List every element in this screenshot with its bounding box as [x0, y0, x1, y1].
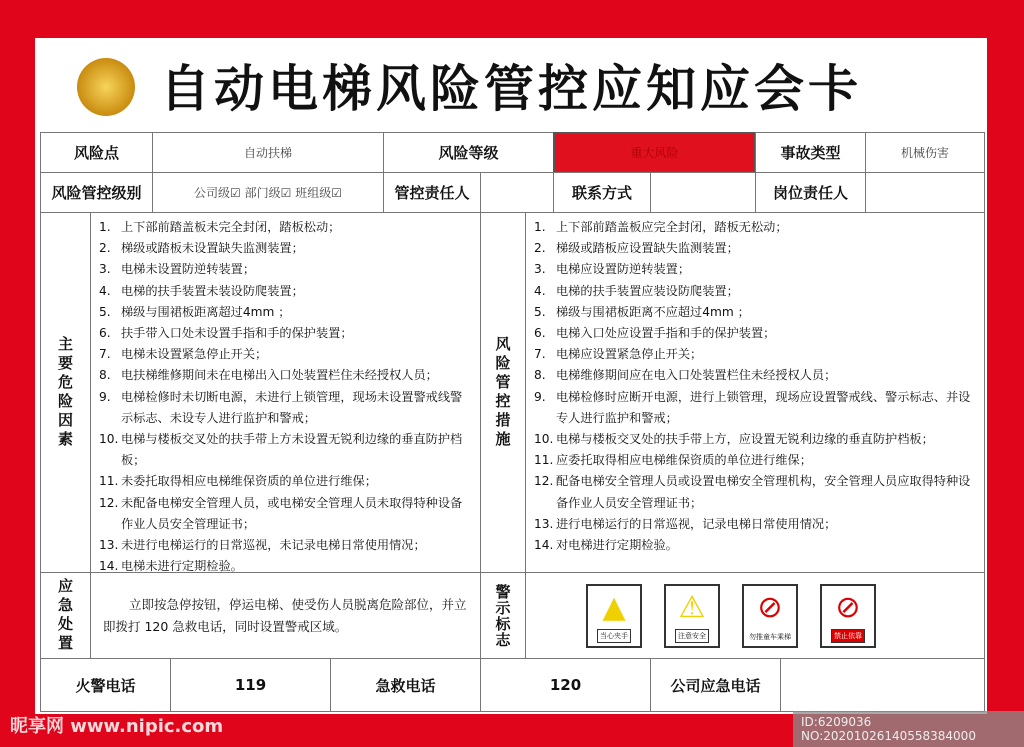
item-text: 扶手带入口处未设置手指和手的保护装置；	[121, 326, 353, 341]
item-number: 14.	[534, 538, 554, 553]
sign-label: 当心夹手	[597, 629, 631, 643]
item-text: 电梯应设置防逆转装置；	[556, 262, 691, 277]
list-item	[534, 302, 976, 323]
measures-list	[525, 212, 985, 573]
item-number: 12.	[534, 474, 554, 489]
hazards-list	[90, 212, 481, 573]
item-number: 2.	[99, 241, 111, 256]
item-text: 梯级或踏板应设置缺失监测装置；	[556, 241, 739, 256]
sign-no-leaning	[820, 584, 876, 648]
list-item	[534, 238, 976, 259]
control-level-label: 风险管控级别	[40, 172, 153, 213]
item-number: 9.	[99, 389, 111, 404]
control-person-value	[480, 172, 554, 213]
contact-value	[650, 172, 756, 213]
sign-label: 禁止依靠	[831, 629, 865, 643]
item-text: 对电梯进行定期检验。	[556, 538, 678, 553]
item-text: 配备电梯安全管理人员或设置电梯安全管理机构，安全管理人员应取得特种设备作业人员安全管理证书；	[556, 474, 971, 510]
list-item	[534, 535, 976, 556]
post-person-label: 岗位责任人	[755, 172, 866, 213]
list-item	[99, 217, 472, 238]
accident-type-label: 事故类型	[755, 132, 866, 173]
card-title: 自动电梯风险管控应知应会卡	[160, 60, 862, 118]
item-text: 电梯未设置防逆转装置；	[121, 262, 256, 277]
accident-type-value: 机械伤害	[865, 132, 985, 173]
list-item	[534, 471, 976, 513]
risk-point-label: 风险点	[40, 132, 153, 173]
aid-phone-label: 急救电话	[330, 658, 481, 712]
list-item	[534, 387, 976, 429]
warning-label-cell	[480, 572, 526, 659]
hazards-label: 主要危险因素	[56, 335, 74, 450]
measures-label: 风险管控措施	[493, 335, 512, 450]
list-item	[534, 429, 976, 450]
aid-phone-value: 120	[480, 658, 651, 712]
list-item	[99, 365, 472, 386]
item-text: 电扶梯维修期间未在电梯出入口处装置栏住未经授权人员；	[121, 368, 438, 383]
list-item	[99, 387, 472, 429]
item-text: 电梯与楼板交叉处的扶手带上方，应设置无锐利边缘的垂直防护档板；	[556, 432, 934, 447]
risk-level-value: 重大风险	[553, 132, 756, 173]
item-number: 1.	[99, 220, 111, 234]
list-item	[99, 281, 472, 302]
item-number: 10.	[534, 432, 554, 447]
item-text: 上下部前踏盖板未完全封闭，踏板松动；	[121, 220, 341, 234]
risk-point-value: 自动扶梯	[152, 132, 384, 173]
item-text: 电梯入口处应设置手指和手的保护装置；	[556, 326, 776, 341]
item-number: 2.	[534, 241, 546, 256]
item-text: 电梯的扶手装置未装设防爬装置；	[121, 283, 304, 298]
item-number: 6.	[534, 326, 546, 341]
item-text: 上下部前踏盖板应完全封闭，踏板无松动；	[556, 220, 788, 234]
item-text: 电梯的扶手装置应装设防爬装置；	[556, 283, 739, 298]
item-text: 梯级或踏板未设置缺失监测装置；	[121, 241, 304, 256]
item-number: 8.	[534, 368, 546, 383]
item-number: 3.	[534, 262, 546, 277]
no-leaning-icon: ⊘	[835, 590, 861, 625]
list-item	[534, 259, 976, 280]
item-number: 11.	[534, 453, 554, 468]
list-item	[99, 238, 472, 259]
list-item	[99, 493, 472, 535]
warning-label: 警示标志	[493, 583, 512, 648]
item-number: 3.	[99, 262, 111, 277]
list-item	[99, 535, 472, 556]
emergency-text: 立即按急停按钮，停运电梯、使受伤人员脱离危险部位，并立即拨打 120 急救电话，同时设置警戒区域。	[90, 572, 481, 659]
risk-level-label: 风险等级	[383, 132, 554, 173]
watermark: 昵享网 www.nipic.com	[10, 716, 224, 737]
list-item	[99, 323, 472, 344]
item-number: 7.	[99, 347, 111, 362]
list-item	[534, 323, 976, 344]
control-levels: 公司级☑ 部门级☑ 班组级☑	[152, 172, 384, 213]
item-text: 电梯维修期间应在电入口处装置栏住未经授权人员；	[556, 368, 837, 383]
item-text: 电梯检修时未切断电源，未进行上锁管理，现场未设置警戒线警示标志、未设专人进行监护和警戒；	[121, 389, 463, 425]
item-text: 未配备电梯安全管理人员，或电梯安全管理人员未取得特种设备作业人员安全管理证书；	[121, 495, 463, 531]
risk-card	[35, 38, 987, 714]
item-number: 14.	[99, 559, 119, 574]
item-text: 应委托取得相应电梯维保资质的单位进行维保；	[556, 453, 812, 468]
item-number: 9.	[534, 389, 546, 404]
emergency-label: 应急处置	[56, 577, 74, 654]
list-item	[99, 429, 472, 471]
list-item	[534, 365, 976, 386]
company-phone-value	[780, 658, 985, 712]
sign-label: 勿推童车乘梯	[749, 632, 791, 641]
sign-caution-safety	[664, 584, 720, 648]
warning-triangle-hand-icon: ▲	[602, 590, 626, 625]
list-item	[99, 344, 472, 365]
list-item	[534, 281, 976, 302]
emergency-label-cell	[40, 572, 91, 659]
post-person-value	[865, 172, 985, 213]
list-item	[534, 344, 976, 365]
item-text: 电梯与楼板交叉处的扶手带上方未设置无锐利边缘的垂直防护档板；	[121, 432, 463, 468]
warning-signs	[525, 572, 985, 659]
measures-label-cell	[480, 212, 526, 573]
sign-no-stroller	[742, 584, 798, 648]
item-number: 13.	[534, 516, 554, 531]
item-number: 10.	[99, 432, 119, 447]
item-text: 未进行电梯运行的日常巡视，未记录电梯日常使用情况；	[121, 538, 426, 553]
list-item	[534, 514, 976, 535]
item-number: 7.	[534, 347, 546, 362]
contact-label: 联系方式	[553, 172, 651, 213]
item-text: 梯级与围裙板距离超过4mm ；	[121, 304, 291, 319]
company-phone-label: 公司应急电话	[650, 658, 781, 712]
item-text: 未委托取得相应电梯维保资质的单位进行维保；	[121, 474, 377, 489]
item-text: 电梯应设置紧急停止开关；	[556, 347, 703, 362]
hazards-label-cell	[40, 212, 91, 573]
item-number: 1.	[534, 220, 546, 234]
item-text: 梯级与围裙板距离不应超过4mm ；	[556, 304, 750, 319]
list-item	[534, 450, 976, 471]
list-item	[534, 217, 976, 238]
item-number: 5.	[99, 304, 111, 319]
item-number: 4.	[534, 283, 546, 298]
stroller-prohibit-icon: ⊘	[757, 590, 783, 625]
image-id: ID:6209036 NO:20201026140558384000	[793, 711, 1024, 747]
item-text: 进行电梯运行的日常巡视，记录电梯日常使用情况；	[556, 516, 837, 531]
fire-phone-label: 火警电话	[40, 658, 171, 712]
list-item	[99, 471, 472, 492]
item-number: 13.	[99, 538, 119, 553]
item-number: 6.	[99, 326, 111, 341]
list-item	[99, 259, 472, 280]
item-text: 电梯未设置紧急停止开关；	[121, 347, 268, 362]
item-number: 5.	[534, 304, 546, 319]
control-person-label: 管控责任人	[383, 172, 481, 213]
item-text: 电梯未进行定期检验。	[121, 559, 243, 574]
item-number: 4.	[99, 283, 111, 298]
sign-caution-hand	[586, 584, 642, 648]
item-number: 12.	[99, 495, 119, 510]
list-item	[99, 302, 472, 323]
warning-exclamation-icon: ⚠	[678, 590, 706, 625]
sign-label: 注意安全	[675, 629, 709, 643]
item-number: 8.	[99, 368, 111, 383]
fire-phone-value: 119	[170, 658, 331, 712]
item-number: 11.	[99, 474, 119, 489]
item-text: 电梯检修时应断开电源，进行上锁管理，现场应设置警戒线、警示标志、并设专人进行监护和警戒；	[556, 389, 971, 425]
